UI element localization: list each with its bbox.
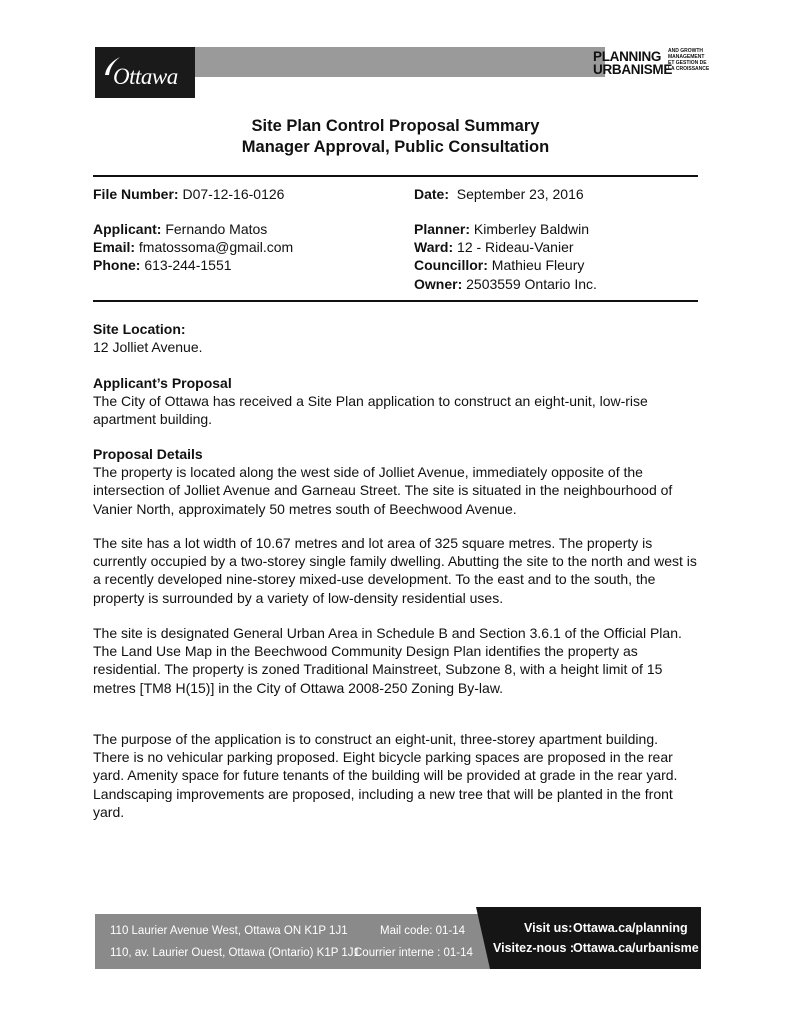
ward bbox=[414, 238, 574, 256]
councillor bbox=[414, 256, 584, 274]
footer-visit-band bbox=[490, 907, 701, 969]
email-label: Email: bbox=[93, 239, 136, 255]
details-paragraph-2: The site has a lot width of 10.67 metres and lot area of 325 square metres. The property is currently occupied by a two-storey single family dwelling. Abutting the site to the north and west is a recently developed nine-storey mixed-use development. To the east and to the south, the property is surrounded by a variety of low-density residential uses. bbox=[93, 535, 697, 606]
email bbox=[93, 238, 293, 256]
ottawa-logo-text: Ottawa bbox=[113, 64, 178, 89]
phone-value: 613-244-1551 bbox=[144, 257, 232, 273]
file-number bbox=[93, 185, 284, 203]
planner bbox=[414, 220, 589, 238]
site-location-section bbox=[93, 320, 698, 356]
proposal-section bbox=[93, 374, 698, 429]
details-heading: Proposal Details bbox=[93, 446, 203, 462]
footer-visit-link-en[interactable]: Ottawa.ca/planning bbox=[573, 921, 688, 935]
planner-label: Planner: bbox=[414, 221, 471, 237]
page-subtitle: Manager Approval, Public Consultation bbox=[241, 138, 550, 156]
footer-visit-label-fr: Visitez-nous : bbox=[493, 941, 575, 955]
details-paragraph-3: The site is designated General Urban Area in Schedule B and Section 3.6.1 of the Official Plan. The Land Use Map in the Beechwood Community Design Plan identifies the property as residential. The property is zoned Traditional Mainstreet, Subzone 8, with a height limit of 15 metres [TM8 H(15)] in the City of Ottawa 2008-250 Zoning By-law. bbox=[93, 625, 682, 696]
councillor-value: Mathieu Fleury bbox=[491, 257, 585, 273]
proposal-text: The City of Ottawa has received a Site Plan application to construct an eight-unit, low-rise apartment building. bbox=[93, 393, 648, 428]
footer-wedge bbox=[476, 907, 490, 969]
site-location-heading: Site Location: bbox=[93, 321, 186, 337]
owner-label: Owner: bbox=[414, 276, 463, 292]
footer-address-band bbox=[95, 914, 490, 969]
tagline-line-1: AND GROWTH bbox=[668, 48, 703, 54]
tagline-line-2: MANAGEMENT bbox=[668, 54, 705, 60]
email-value: fmatossoma@gmail.com bbox=[138, 239, 294, 255]
applicant-value: Fernando Matos bbox=[165, 221, 268, 237]
ward-label: Ward: bbox=[414, 239, 454, 255]
tagline-line-3: ET GESTION DE bbox=[668, 60, 707, 66]
page-title: Site Plan Control Proposal Summary bbox=[251, 117, 540, 135]
file-number-value: D07-12-16-0126 bbox=[182, 186, 285, 202]
planner-value: Kimberley Baldwin bbox=[473, 221, 590, 237]
divider-bottom bbox=[93, 300, 698, 302]
planning-label: PLANNING bbox=[593, 49, 662, 64]
footer-address-en: 110 Laurier Avenue West, Ottawa ON K1P 1J1 bbox=[110, 925, 348, 937]
footer-address-fr: 110, av. Laurier Ouest, Ottawa (Ontario) K1P 1J1 bbox=[110, 947, 360, 959]
applicant bbox=[93, 220, 267, 238]
proposal-heading: Applicant’s Proposal bbox=[93, 375, 232, 391]
urbanisme-label: URBANISME bbox=[593, 62, 673, 77]
details-section bbox=[93, 445, 698, 518]
date-label: Date: bbox=[414, 186, 450, 202]
footer-mail-code-fr: Courrier interne : 01-14 bbox=[354, 947, 473, 959]
councillor-label: Councillor: bbox=[414, 257, 488, 273]
details-paragraph-1: The property is located along the west side of Jolliet Avenue, immediately opposite of the intersection of Jolliet Avenue and Garneau Street. The site is situated in the neighbourhood of Vanier North, approximately 50 metres south of Beechwood Avenue. bbox=[93, 464, 673, 517]
applicant-label: Applicant: bbox=[93, 221, 162, 237]
footer-mail-code-en: Mail code: 01-14 bbox=[380, 925, 466, 937]
phone bbox=[93, 256, 232, 274]
owner bbox=[414, 275, 597, 293]
phone-label: Phone: bbox=[93, 257, 141, 273]
date bbox=[414, 185, 584, 203]
footer-visit-label-en: Visit us: bbox=[524, 921, 573, 935]
details-paragraph-4: The purpose of the application is to construct an eight-unit, three-storey apartment building. There is no vehicular parking proposed. Eight bicycle parking spaces are proposed in the rear yard. Amenity space for future tenants of the building will be provided at grade in the rear yard. Landscaping improvements are proposed, including a new tree that will be planted in the front yard. bbox=[93, 731, 678, 820]
footer-visit-link-fr[interactable]: Ottawa.ca/urbanisme bbox=[573, 941, 699, 955]
owner-value: 2503559 Ontario Inc. bbox=[466, 276, 597, 292]
date-value: September 23, 2016 bbox=[456, 186, 584, 202]
tagline-line-4: LA CROISSANCE bbox=[668, 66, 710, 72]
site-location-text: 12 Jolliet Avenue. bbox=[93, 339, 203, 356]
ward-value: 12 - Rideau-Vanier bbox=[457, 239, 574, 255]
file-number-label: File Number: bbox=[93, 186, 179, 202]
divider-top bbox=[93, 175, 698, 177]
